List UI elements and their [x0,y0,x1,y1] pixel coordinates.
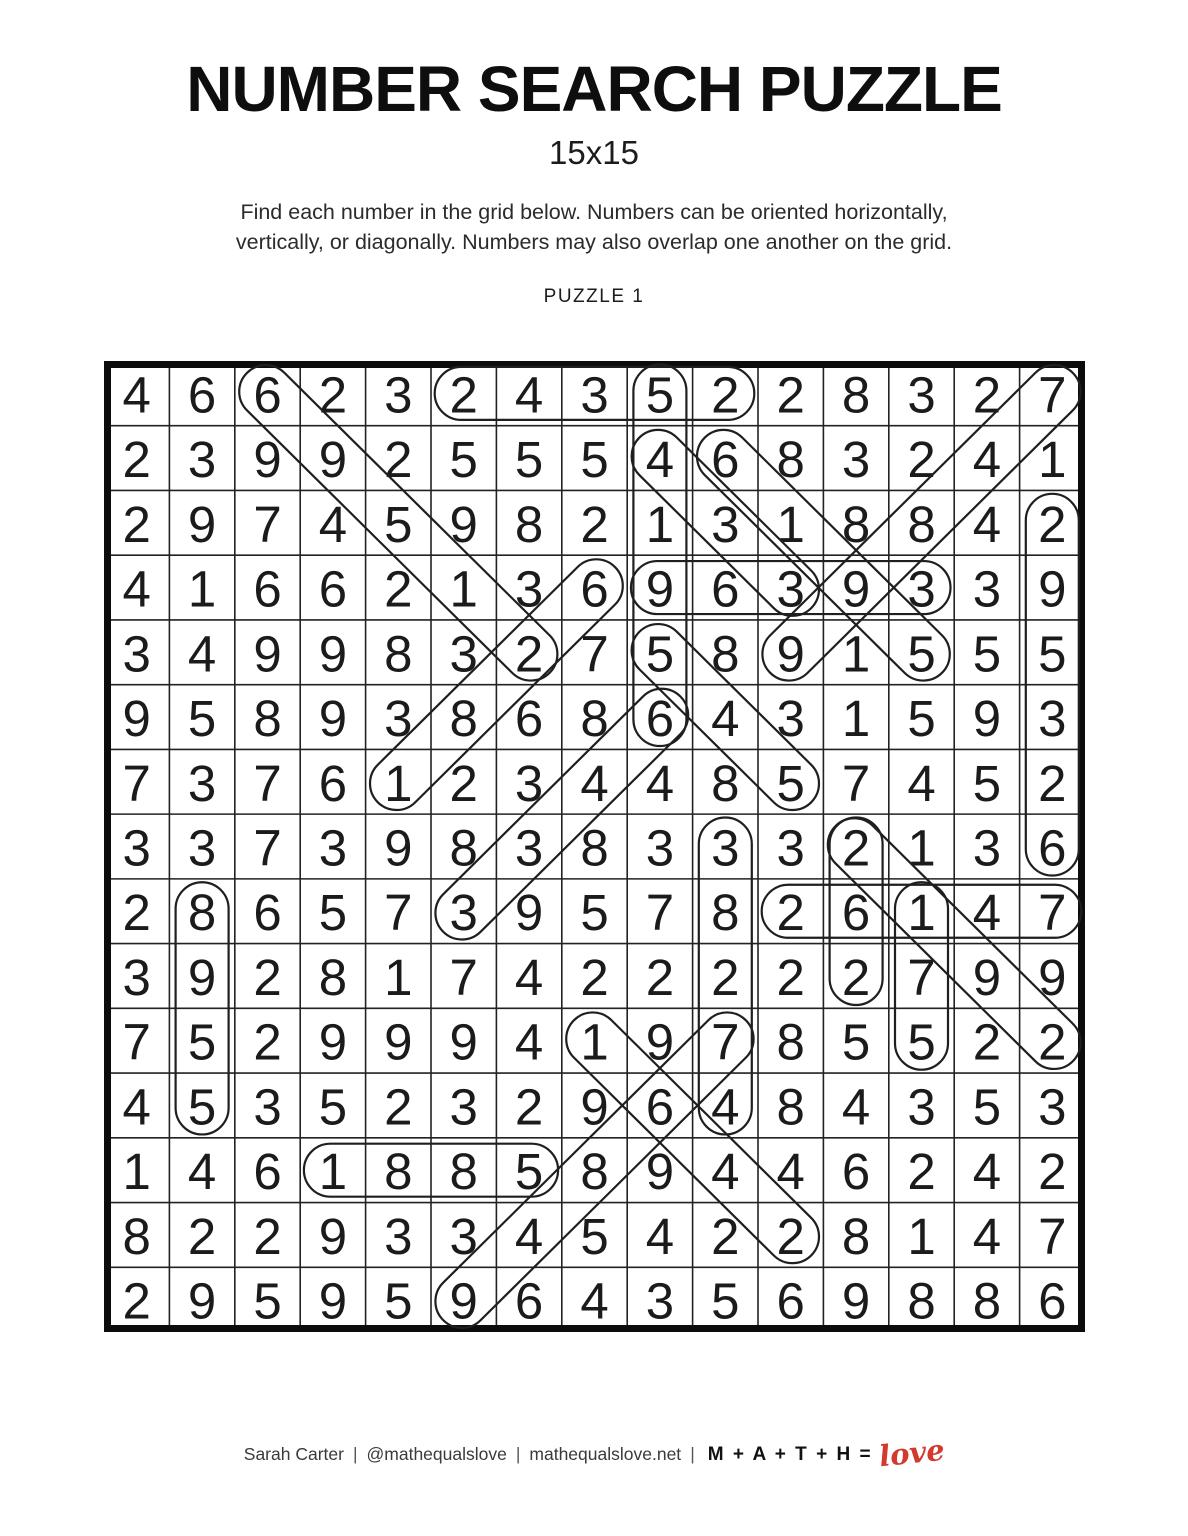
grid-digit: 9 [1038,948,1067,1006]
grid-digit: 3 [514,754,544,812]
grid-digit: 6 [1038,819,1067,877]
grid-digit: 9 [645,560,675,618]
grid-digit: 9 [318,1013,348,1071]
grid-digit: 3 [645,819,675,877]
grid-digit: 5 [907,690,936,748]
page-title: NUMBER SEARCH PUZZLE [186,53,1002,125]
grid-digit: 7 [841,754,871,812]
grid-digit: 6 [253,560,282,618]
grid-digit: 2 [580,495,609,553]
grid-digit: 2 [449,754,478,812]
grid-digit: 1 [645,495,675,553]
grid-digit: 1 [776,495,805,553]
grid-digit: 6 [841,1143,871,1201]
grid-digit: 8 [580,819,609,877]
grid-digit: 7 [907,948,936,1006]
grid-digit: 2 [122,495,151,553]
grid-digit: 4 [514,1013,544,1071]
grid-digit: 7 [449,948,478,1006]
grid-digit: 1 [907,884,936,942]
grid-digit: 3 [907,560,936,618]
grid-digit: 6 [318,560,348,618]
grid-digit: 4 [318,495,348,553]
grid-digit: 9 [187,495,217,553]
grid-digit: 9 [449,1013,478,1071]
grid-digit: 2 [907,1143,936,1201]
grid-digit: 1 [841,690,871,748]
grid-digit: 5 [514,431,544,489]
grid-digit: 2 [122,431,151,489]
grid-digit: 8 [384,1143,413,1201]
grid-digit: 6 [645,690,675,748]
grid-digit: 1 [1038,431,1067,489]
grid-digit: 3 [907,1078,936,1136]
grid-digit: 4 [645,431,675,489]
grid-digit: 4 [711,1143,740,1201]
grid-digit: 7 [384,884,413,942]
grid-digit: 2 [711,1207,740,1265]
grid-digit: 1 [449,560,478,618]
grid-digit: 3 [187,819,217,877]
grid-digit: 4 [580,754,609,812]
grid-digit: 4 [645,1207,675,1265]
grid-digit: 5 [907,1013,936,1071]
grid-digit: 6 [187,366,217,424]
grid-digit: 3 [841,431,871,489]
grid-digit: 8 [514,495,544,553]
grid-digit: 3 [318,819,348,877]
grid-digit: 5 [580,1207,609,1265]
grid-digit: 3 [384,690,413,748]
grid-digit: 8 [776,1078,805,1136]
grid-digit: 1 [384,948,413,1006]
grid-digit: 8 [711,625,740,683]
grid-digit: 6 [580,560,609,618]
grid-digit: 4 [122,560,151,618]
grid-digit: 4 [907,754,936,812]
instructions-line-1: Find each number in the grid below. Numbers can be oriented horizontally, [240,200,948,224]
grid-digit: 8 [580,1143,609,1201]
grid-digit: 8 [384,625,413,683]
grid-digit: 2 [253,948,282,1006]
grid-digit: 7 [1038,366,1067,424]
grid-digit: 5 [645,625,675,683]
grid-digit: 7 [1038,1207,1067,1265]
grid-digit: 5 [318,884,348,942]
grid-digit: 4 [187,625,217,683]
grid-digit: 4 [580,1272,609,1330]
grid-digit: 2 [384,431,413,489]
instructions [0,197,1188,257]
grid-digit: 8 [972,1272,1002,1330]
puzzle-number-label: PUZZLE 1 [543,286,645,307]
grid-digit: 5 [187,690,217,748]
grid-digit: 9 [318,431,348,489]
grid-digit: 4 [514,948,544,1006]
grid-digit: 4 [122,366,151,424]
grid-digit: 3 [972,560,1002,618]
grid-digit: 3 [187,431,217,489]
grid-digit: 5 [972,754,1002,812]
grid-digit: 3 [1038,1078,1067,1136]
grid-digit: 2 [580,948,609,1006]
grid-digit: 8 [841,366,871,424]
grid-digit: 2 [384,1078,413,1136]
grid-digit: 4 [122,1078,151,1136]
grid-digit: 3 [776,690,805,748]
grid-digit: 3 [711,495,740,553]
grid-digit: 7 [1038,884,1067,942]
grid-digit: 4 [972,1143,1002,1201]
number-grid-container [104,361,1085,1332]
grid-digit: 4 [972,884,1002,942]
grid-digit: 3 [122,819,151,877]
grid-digit: 2 [776,366,805,424]
grid-digit: 5 [318,1078,348,1136]
grid-digit: 7 [253,495,282,553]
grid-digit: 3 [449,884,478,942]
grid-digit: 8 [711,754,740,812]
grid-digit: 7 [122,1013,151,1071]
grid-digit: 8 [907,495,936,553]
grid-digit: 1 [187,560,217,618]
grid-digit: 4 [776,1143,805,1201]
grid-digit: 2 [1038,1143,1067,1201]
grid-digit: 8 [841,495,871,553]
grid-digit: 6 [253,366,282,424]
grid-digit: 3 [580,366,609,424]
grid-digit: 4 [972,431,1002,489]
grid-digit: 8 [187,884,217,942]
grid-digit: 3 [122,625,151,683]
grid-digit: 2 [514,1078,544,1136]
grid-digit: 9 [384,1013,413,1071]
grid-digit: 6 [253,1143,282,1201]
grid-digit: 9 [253,625,282,683]
grid-digit: 2 [972,1013,1002,1071]
grid-digit: 5 [972,1078,1002,1136]
grid-digit: 4 [841,1078,871,1136]
grid-digit: 3 [253,1078,282,1136]
grid-digit: 9 [318,1207,348,1265]
grid-digit: 9 [841,1272,871,1330]
grid-digit: 9 [449,495,478,553]
grid-digit: 5 [841,1013,871,1071]
grid-digit: 4 [711,1078,740,1136]
grid-digit: 5 [580,884,609,942]
grid-digit: 6 [841,884,871,942]
grid-digit: 9 [645,1013,675,1071]
grid-digit: 3 [645,1272,675,1330]
grid-digit: 2 [711,366,740,424]
grid-digit: 5 [907,625,936,683]
number-search-grid [104,361,1085,1332]
grid-digit: 5 [972,625,1002,683]
grid-digit: 9 [972,948,1002,1006]
grid-digit: 2 [841,819,871,877]
grid-digit: 8 [776,1013,805,1071]
grid-digit: 5 [253,1272,282,1330]
grid-digit: 9 [645,1143,675,1201]
grid-digit: 3 [776,819,805,877]
grid-digit: 9 [580,1078,609,1136]
grid-digit: 3 [384,1207,413,1265]
grid-digit: 6 [253,884,282,942]
grid-digit: 5 [645,366,675,424]
grid-size-subtitle: 15x15 [549,134,639,171]
grid-digit: 3 [907,366,936,424]
grid-digit: 8 [122,1207,151,1265]
grid-digit: 2 [841,948,871,1006]
grid-digit: 2 [514,625,544,683]
grid-digit: 5 [1038,625,1067,683]
grid-digit: 9 [1038,560,1067,618]
grid-digit: 5 [711,1272,740,1330]
grid-digit: 6 [318,754,348,812]
grid-digit: 9 [841,560,871,618]
brand-love-script: love [876,1432,946,1474]
grid-digit: 2 [1038,495,1067,553]
grid-digit: 9 [122,690,151,748]
grid-digit: 3 [384,366,413,424]
grid-digit: 9 [187,1272,217,1330]
footer-separator: | [690,1444,695,1464]
grid-digit: 7 [645,884,675,942]
grid-digit: 8 [907,1272,936,1330]
grid-digit: 3 [776,560,805,618]
grid-digit: 2 [776,948,805,1006]
grid-digit: 3 [972,819,1002,877]
grid-digit: 3 [122,948,151,1006]
grid-digit: 2 [645,948,675,1006]
grid-digit: 3 [449,625,478,683]
grid-digit: 2 [253,1207,282,1265]
grid-digit: 5 [384,1272,413,1330]
grid-digit: 4 [711,690,740,748]
grid-digit: 2 [972,366,1002,424]
grid-digit: 2 [776,1207,805,1265]
grid-digit: 3 [449,1078,478,1136]
grid-digit: 1 [907,1207,936,1265]
grid-digit: 6 [645,1078,675,1136]
grid-digit: 7 [253,819,282,877]
website-text: mathequalslove.net [529,1444,682,1464]
grid-digit: 8 [449,690,478,748]
grid-digit: 2 [1038,754,1067,812]
footer-separator: | [515,1444,521,1464]
grid-digit: 6 [711,431,740,489]
grid-digit: 2 [122,884,151,942]
grid-digit: 4 [645,754,675,812]
grid-digit: 5 [776,754,805,812]
grid-digit: 7 [122,754,151,812]
grid-digit: 6 [1038,1272,1067,1330]
grid-digit: 9 [187,948,217,1006]
grid-digit: 4 [514,1207,544,1265]
grid-digit: 5 [449,431,478,489]
grid-digit: 3 [514,819,544,877]
grid-digit: 2 [449,366,478,424]
grid-digit: 1 [580,1013,609,1071]
grid-digit: 8 [318,948,348,1006]
grid-digit: 1 [384,754,413,812]
grid-digit: 2 [253,1013,282,1071]
grid-digit: 8 [253,690,282,748]
grid-digit: 3 [1038,690,1067,748]
grid-digit: 1 [318,1143,348,1201]
grid-digit: 8 [711,884,740,942]
instructions-line-2: vertically, or diagonally. Numbers may also overlap one another on the grid. [235,230,953,254]
grid-digit: 5 [580,431,609,489]
grid-digit: 4 [972,1207,1002,1265]
grid-digit: 5 [514,1143,544,1201]
grid-digit: 4 [514,366,544,424]
grid-digit: 8 [449,819,478,877]
grid-digit: 2 [187,1207,217,1265]
grid-digit: 1 [841,625,871,683]
footer [0,1432,1188,1474]
grid-digit: 6 [776,1272,805,1330]
grid-digit: 5 [384,495,413,553]
grid-digit: 5 [187,1078,217,1136]
grid-digit: 2 [384,560,413,618]
grid-digit: 2 [122,1272,151,1330]
brand-math-text: M + A + T + H = [707,1444,873,1465]
author-name: Sarah Carter [243,1444,344,1464]
grid-digit: 6 [711,560,740,618]
grid-digit: 9 [384,819,413,877]
grid-digit: 9 [318,690,348,748]
grid-digit: 2 [1038,1013,1067,1071]
grid-digit: 1 [122,1143,151,1201]
grid-digit: 9 [972,690,1002,748]
grid-digit: 2 [711,948,740,1006]
grid-digit: 6 [514,1272,544,1330]
grid-digit: 2 [776,884,805,942]
footer-separator: | [352,1444,358,1464]
grid-digit: 2 [907,431,936,489]
grid-digit: 3 [711,819,740,877]
author-handle: @mathequalslove [366,1444,507,1464]
grid-digit: 9 [514,884,544,942]
grid-digit: 7 [253,754,282,812]
grid-digit: 3 [449,1207,478,1265]
grid-digit: 9 [449,1272,478,1330]
grid-digit: 4 [187,1143,217,1201]
grid-digit: 8 [449,1143,478,1201]
grid-digit: 8 [776,431,805,489]
grid-digit: 7 [580,625,609,683]
grid-digit: 9 [318,1272,348,1330]
grid-digit: 3 [187,754,217,812]
grid-digit: 1 [907,819,936,877]
grid-digit: 6 [514,690,544,748]
grid-digit: 5 [187,1013,217,1071]
grid-digit: 9 [318,625,348,683]
grid-digit: 9 [253,431,282,489]
grid-digit: 8 [841,1207,871,1265]
grid-digit: 7 [711,1013,740,1071]
grid-digit: 2 [318,366,348,424]
grid-digit: 8 [580,690,609,748]
grid-digit: 3 [514,560,544,618]
grid-digit: 4 [972,495,1002,553]
grid-digit: 9 [776,625,805,683]
